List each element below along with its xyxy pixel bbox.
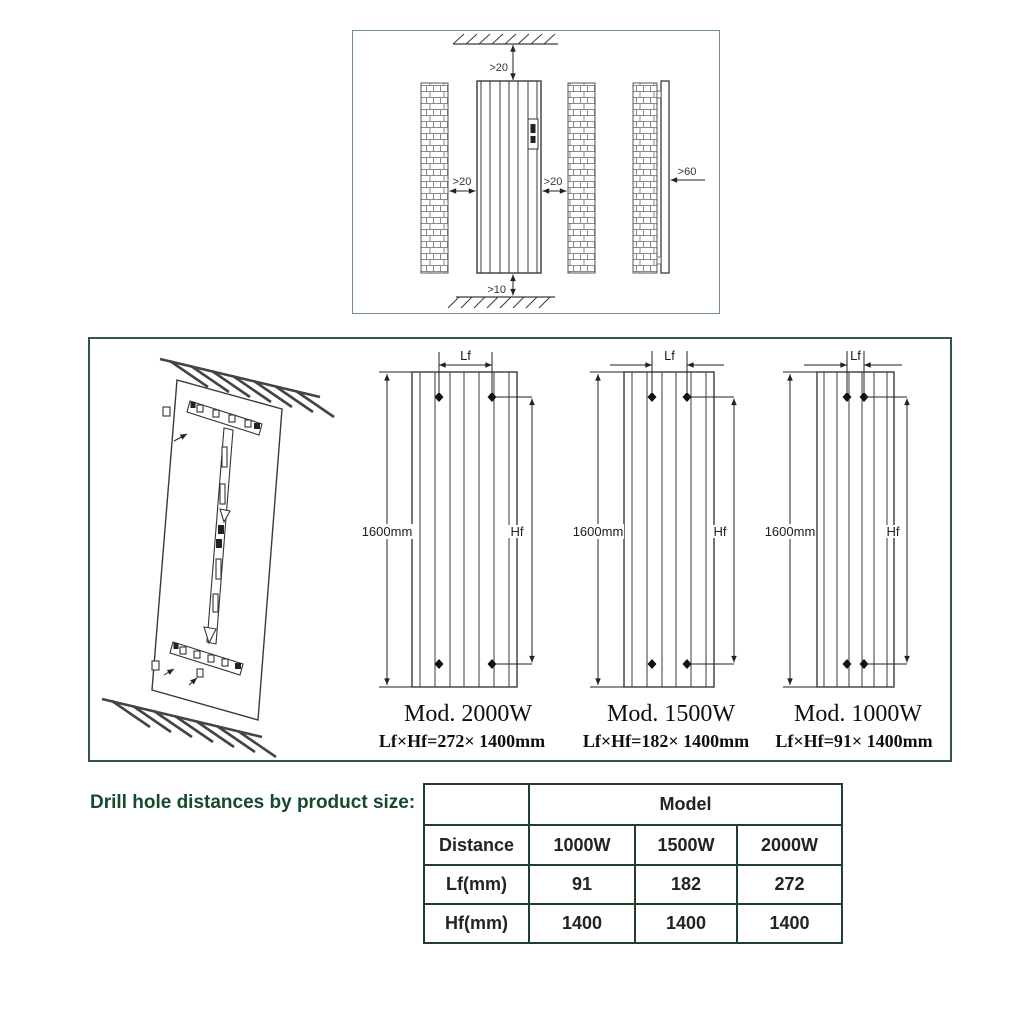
- bottom-clearance-label: >10: [487, 284, 506, 296]
- table-row-column-headers: [424, 825, 842, 865]
- hf-label: Hf: [886, 524, 900, 539]
- clearance-diagram-panel: [352, 30, 720, 314]
- radiator-front-view: [477, 81, 541, 273]
- table-cell-lf-1000w: 91: [529, 865, 635, 904]
- model-formula-1000w: Lf×Hf=91× 1400mm: [775, 731, 933, 751]
- clearance-diagram: [353, 31, 717, 311]
- side-clearance-label: >60: [677, 166, 697, 178]
- table-cell-hf-2000w: 1400: [737, 904, 842, 943]
- table-cell-hf-label: Hf(mm): [424, 904, 529, 943]
- table-row-hf: [424, 904, 842, 943]
- height-dimension: [764, 372, 817, 687]
- bracket-bottom: [657, 257, 661, 264]
- radiator-diagram-1000w: [764, 348, 933, 751]
- left-gap-dimension: [450, 176, 476, 191]
- height-dimension: [361, 372, 413, 687]
- lf-label: Lf: [664, 348, 675, 363]
- table-cell-blank: [424, 784, 529, 825]
- height-label: 1600mm: [764, 524, 816, 539]
- model-caption-1500w: Mod. 1500W: [607, 701, 735, 727]
- top-clearance-dimension: [489, 45, 513, 80]
- table-cell-hf-1000w: 1400: [529, 904, 635, 943]
- middle-gap-dimension: [543, 176, 567, 191]
- iso-back-view: [102, 359, 334, 757]
- table-cell-col-2000w: 2000W: [737, 825, 842, 865]
- table-cell-lf-2000w: 272: [737, 865, 842, 904]
- floor-hatch: [448, 297, 555, 308]
- drill-hole-diagram-panel: [88, 337, 952, 762]
- bracket-top: [657, 91, 661, 98]
- height-label: 1600mm: [361, 524, 413, 539]
- control-box: [528, 119, 538, 149]
- table-cell-distance-header: Distance: [424, 825, 529, 865]
- top-clearance-label: >20: [489, 62, 508, 74]
- drill-hole-diagram: [90, 339, 950, 760]
- model-formula-2000w: Lf×Hf=272× 1400mm: [378, 731, 546, 751]
- left-gap-label: >20: [452, 176, 472, 188]
- brick-wall-left: [421, 83, 448, 273]
- radiator-profile: [661, 81, 669, 273]
- lf-label: Lf: [850, 348, 861, 363]
- table-row-model-header: [424, 784, 842, 825]
- brick-wall-side: [633, 83, 657, 273]
- lf-label: Lf: [460, 348, 471, 363]
- bottom-clearance-dimension: [487, 275, 513, 297]
- hf-label: Hf: [713, 524, 727, 539]
- table-cell-lf-1500w: 182: [635, 865, 737, 904]
- middle-gap-label: >20: [543, 176, 563, 188]
- table-cell-col-1000w: 1000W: [529, 825, 635, 865]
- table-row-lf: [424, 865, 842, 904]
- height-dimension: [572, 372, 624, 687]
- radiator-diagram-2000w: [361, 348, 545, 751]
- table-caption: Drill hole distances by product size:: [90, 792, 416, 813]
- table-cell-hf-1500w: 1400: [635, 904, 737, 943]
- drill-distance-table: [423, 783, 843, 944]
- model-caption-1000w: Mod. 1000W: [794, 701, 922, 727]
- model-formula-1500w: Lf×Hf=182× 1400mm: [582, 731, 750, 751]
- table-cell-model-header: Model: [529, 784, 842, 825]
- model-caption-2000w: Mod. 2000W: [404, 701, 532, 727]
- table-cell-col-1500w: 1500W: [635, 825, 737, 865]
- table-cell-lf-label: Lf(mm): [424, 865, 529, 904]
- side-view: [633, 81, 705, 273]
- hf-label: Hf: [510, 524, 524, 539]
- brick-wall-right: [568, 83, 595, 273]
- radiator-diagram-1500w: [572, 348, 749, 751]
- height-label: 1600mm: [572, 524, 624, 539]
- ceiling-hatch: [453, 34, 558, 44]
